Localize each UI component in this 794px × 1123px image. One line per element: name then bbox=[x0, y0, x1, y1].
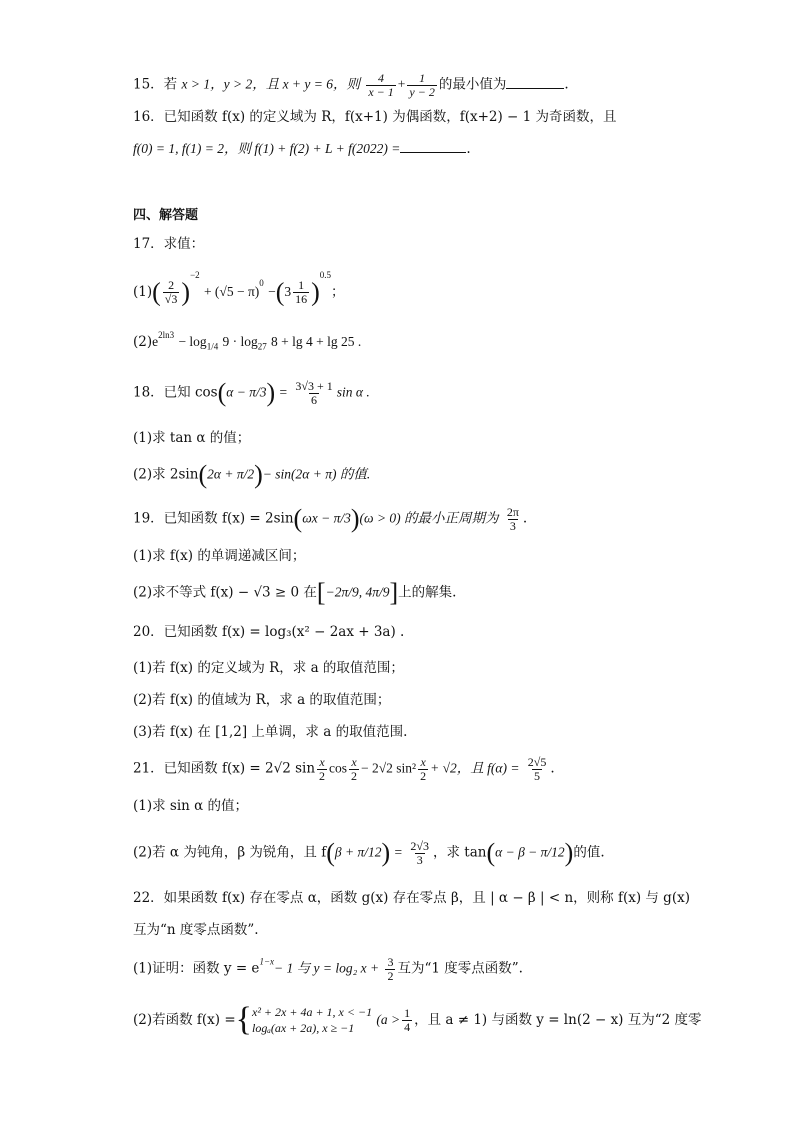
question-20-sub-2: (2)若 f(x) 的值域为 R，求 a 的取值范围； bbox=[133, 692, 391, 708]
q15-number: 15．若 bbox=[133, 76, 182, 93]
question-18-sub-1: (1)求 tan α 的值； bbox=[133, 430, 251, 446]
q15-fraction-1: $\frac{4}{x - 1}$ bbox=[368, 71, 394, 99]
answer-blank[interactable] bbox=[400, 140, 466, 153]
question-22-sub-1: (1)证明：函数 $y = e^{1-x}- 1$ 与 y = log₂ x + $\frac{3}{2}$ 互为“1 度零点函数”. bbox=[133, 955, 523, 983]
question-20-sub-1: (1)若 f(x) 的定义域为 R，求 a 的取值范围； bbox=[133, 660, 404, 676]
question-18: 18．已知 cos(α − π/3) = $\frac{3√3 + 1}{6}$ sin α . bbox=[133, 378, 370, 408]
answer-blank[interactable] bbox=[506, 76, 564, 89]
question-16-line-1: 16．已知函数 f(x) 的定义域为 R，f(x+1) 为偶函数，f(x+2) − 1 为奇函数，且 bbox=[133, 109, 617, 125]
question-19-sub-2: (2)求不等式 f(x) − √3 ≥ 0 在[−2π/9, 4π/9]上的解集. bbox=[133, 578, 457, 607]
q15-fraction-2: $\frac{1}{y - 2}$ bbox=[409, 71, 435, 99]
question-19: 19．已知函数 f(x) = 2sin(ωx − π/3)(ω > 0) 的最小正周期为 $\frac{2\pi}{3}$ . bbox=[133, 504, 528, 534]
question-18-sub-2: (2)求 2sin(2α + π/2)− sin(2α + π) 的值. bbox=[133, 460, 371, 489]
section-title: 四、解答题 bbox=[133, 208, 199, 223]
question-17-part-1: (1)( $\frac{2}{√3}$ )$^{-2} + (√5 - \pi)^0 -(3$ $\frac{1}{16}$ )$^{0.5}$； bbox=[133, 270, 345, 307]
question-17-part-2: $(2)e^{2ln3} - \log_{1/4} 9 \cdot \log_{27} 8 + \lg 4 + \lg 25$ . bbox=[133, 330, 362, 352]
question-20: 20．已知函数 f(x) = log₃(x² − 2ax + 3a) . bbox=[133, 624, 405, 640]
q15-tail: 的最小值为 bbox=[438, 76, 507, 93]
question-22-line-1: 22．如果函数 f(x) 存在零点 α，函数 g(x) 存在零点 β，且 | α − β | < n，则称 f(x) 与 g(x) bbox=[133, 890, 690, 906]
question-16-line-2: f(0) = 1, f(1) = 2，则 f(1) + f(2) + L + f(2022) = . bbox=[133, 141, 471, 157]
question-15: 15．若 x > 1，y > 2，且 x + y = 6，则 $\frac{4}{x - 1}$ + $\frac{1}{y - 2}$ 的最小值为 . bbox=[133, 71, 569, 99]
question-21-sub-1: (1)求 sin α 的值； bbox=[133, 798, 249, 814]
question-22-sub-2: (2)若函数 f(x) ={ x² + 2x + 4a + 1, x < −1 logₐ(ax + 2a), x ≥ −1 (a > $\frac{1}{4}$ ，且 a ≠ 1) 与函数 y = ln(2 − x) 互为“2 度零 bbox=[133, 1001, 702, 1038]
question-19-sub-1: (1)求 f(x) 的单调递减区间； bbox=[133, 548, 306, 564]
question-17-title: 17．求值： bbox=[133, 236, 205, 252]
question-21-sub-2: (2)若 α 为钝角，β 为锐角，且 f(β + π/12) = $\frac{2√3}{3}$ ，求 tan(α − β − π/12)的值. bbox=[133, 838, 605, 868]
q15-condition: x > 1，y > 2，且 x + y = 6，则 bbox=[181, 76, 361, 92]
question-21: 21．已知函数 f(x) = 2√2 sin $\frac{x}{2}$ cos $\frac{x}{2}$ − 2√2 sin² $\frac{x}{2}$ + √2，且 f(α) = $\frac{2√5}{5}$ . bbox=[133, 755, 555, 783]
question-22-line-2: 互为“n 度零点函数”. bbox=[133, 922, 259, 938]
question-20-sub-3: (3)若 f(x) 在 [1,2] 上单调，求 a 的取值范围. bbox=[133, 724, 408, 740]
